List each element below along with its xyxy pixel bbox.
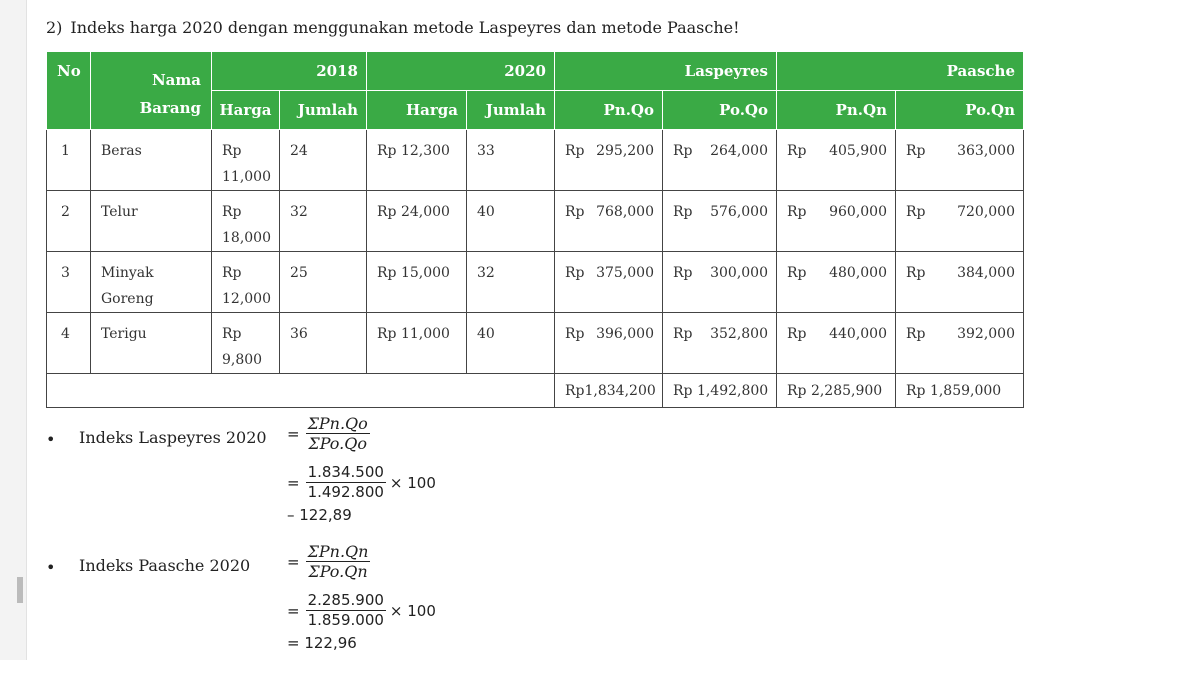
table-row xyxy=(47,191,1024,252)
header-jumlah-2018: Jumlah xyxy=(280,91,367,130)
total-blank-cell xyxy=(47,374,555,408)
row-jumlah-2018: 25 xyxy=(280,252,367,313)
row-nama-barang: Beras xyxy=(91,130,212,191)
bullet-icon: • xyxy=(46,558,56,577)
row-poqo: Rp 264,000 xyxy=(663,130,777,191)
question-title xyxy=(46,18,740,37)
paasche-result: = 122,96 xyxy=(287,634,357,652)
header-nama-barang: Nama Barang xyxy=(91,52,212,130)
table-total-row xyxy=(47,374,1024,408)
header-harga-2020: Harga xyxy=(367,91,467,130)
row-harga-2018: Rp 9,800 xyxy=(212,313,280,374)
row-harga-2020: Rp 24,000 xyxy=(367,191,467,252)
row-poqn: Rp 720,000 xyxy=(896,191,1024,252)
row-pnqo: Rp 375,000 xyxy=(555,252,663,313)
table-row xyxy=(47,313,1024,374)
row-harga-2020: Rp 15,000 xyxy=(367,252,467,313)
row-pnqo: Rp 295,200 xyxy=(555,130,663,191)
scroll-thumb[interactable] xyxy=(17,577,23,603)
bullet-icon: • xyxy=(46,430,56,449)
row-no: 1 xyxy=(47,130,91,191)
total-pnqn: Rp 2,285,900 xyxy=(777,374,896,408)
question-number: 2) xyxy=(46,18,63,37)
row-poqo: Rp 352,800 xyxy=(663,313,777,374)
row-harga-2018: Rp 12,000 xyxy=(212,252,280,313)
row-nama-barang: Terigu xyxy=(91,313,212,374)
row-pnqn: Rp 960,000 xyxy=(777,191,896,252)
row-poqn: Rp 392,000 xyxy=(896,313,1024,374)
header-poqo: Po.Qo xyxy=(663,91,777,130)
header-pnqn: Pn.Qn xyxy=(777,91,896,130)
row-jumlah-2020: 40 xyxy=(467,313,555,374)
header-paasche: Paasche xyxy=(777,52,1024,91)
row-jumlah-2018: 24 xyxy=(280,130,367,191)
table-row xyxy=(47,130,1024,191)
row-pnqo: Rp 396,000 xyxy=(555,313,663,374)
header-pnqo: Pn.Qo xyxy=(555,91,663,130)
laspeyres-label: Indeks Laspeyres 2020 xyxy=(79,428,267,447)
row-pnqo: Rp 768,000 xyxy=(555,191,663,252)
laspeyres-calc-numerator: 1.834.500 xyxy=(307,463,384,481)
row-pnqn: Rp 405,900 xyxy=(777,130,896,191)
laspeyres-result: – 122,89 xyxy=(287,506,352,524)
paasche-formula: = $\frac{\text{ΣPn.Qn}}{\text{ΣPo.Qn}}$ xyxy=(287,542,369,581)
row-harga-2020: Rp 12,300 xyxy=(367,130,467,191)
row-nama-barang: Minyak Goreng xyxy=(91,252,212,313)
header-no: No xyxy=(47,52,91,130)
row-jumlah-2018: 32 xyxy=(280,191,367,252)
row-no: 2 xyxy=(47,191,91,252)
row-poqo: Rp 576,000 xyxy=(663,191,777,252)
row-jumlah-2018: 36 xyxy=(280,313,367,374)
laspeyres-calc-denominator: 1.492.800 xyxy=(307,483,384,501)
price-index-table xyxy=(46,51,1024,408)
paasche-calc-denominator: 1.859.000 xyxy=(307,611,384,629)
laspeyres-formula-numerator: ΣPn.Qo xyxy=(307,414,368,433)
paasche-label: Indeks Paasche 2020 xyxy=(79,556,251,575)
total-pnqo: Rp1,834,200 xyxy=(555,374,663,408)
row-no: 3 xyxy=(47,252,91,313)
row-jumlah-2020: 40 xyxy=(467,191,555,252)
row-jumlah-2020: 33 xyxy=(467,130,555,191)
total-poqn: Rp 1,859,000 xyxy=(896,374,1024,408)
header-harga-2018: Harga xyxy=(212,91,280,130)
row-harga-2020: Rp 11,000 xyxy=(367,313,467,374)
question-text: Indeks harga 2020 dengan menggunakan metode Laspeyres dan metode Paasche! xyxy=(70,18,740,37)
row-poqn: Rp 363,000 xyxy=(896,130,1024,191)
row-harga-2018: Rp 18,000 xyxy=(212,191,280,252)
row-no: 4 xyxy=(47,313,91,374)
paasche-calc-numerator: 2.285.900 xyxy=(307,591,384,609)
header-2018: 2018 xyxy=(212,52,367,91)
header-jumlah-2020: Jumlah xyxy=(467,91,555,130)
laspeyres-calc: = $\frac{1.834.500}{1.492.800}$ × 100 xyxy=(287,463,436,501)
table-row xyxy=(47,252,1024,313)
row-poqo: Rp 300,000 xyxy=(663,252,777,313)
header-poqn: Po.Qn xyxy=(896,91,1024,130)
laspeyres-formula: = $\frac{\text{ΣPn.Qo}}{\text{ΣPo.Qo}}$ xyxy=(287,414,368,453)
left-gutter xyxy=(0,0,27,660)
paasche-formula-denominator: ΣPo.Qn xyxy=(308,562,368,581)
row-nama-barang: Telur xyxy=(91,191,212,252)
header-2020: 2020 xyxy=(367,52,555,91)
paasche-calc: = $\frac{2.285.900}{1.859.000}$ × 100 xyxy=(287,591,436,629)
paasche-formula-numerator: ΣPn.Qn xyxy=(307,542,369,561)
row-jumlah-2020: 32 xyxy=(467,252,555,313)
row-harga-2018: Rp 11,000 xyxy=(212,130,280,191)
laspeyres-formula-denominator: ΣPo.Qo xyxy=(308,434,367,453)
total-poqo: Rp 1,492,800 xyxy=(663,374,777,408)
row-pnqn: Rp 440,000 xyxy=(777,313,896,374)
row-pnqn: Rp 480,000 xyxy=(777,252,896,313)
row-poqn: Rp 384,000 xyxy=(896,252,1024,313)
header-laspeyres: Laspeyres xyxy=(555,52,777,91)
